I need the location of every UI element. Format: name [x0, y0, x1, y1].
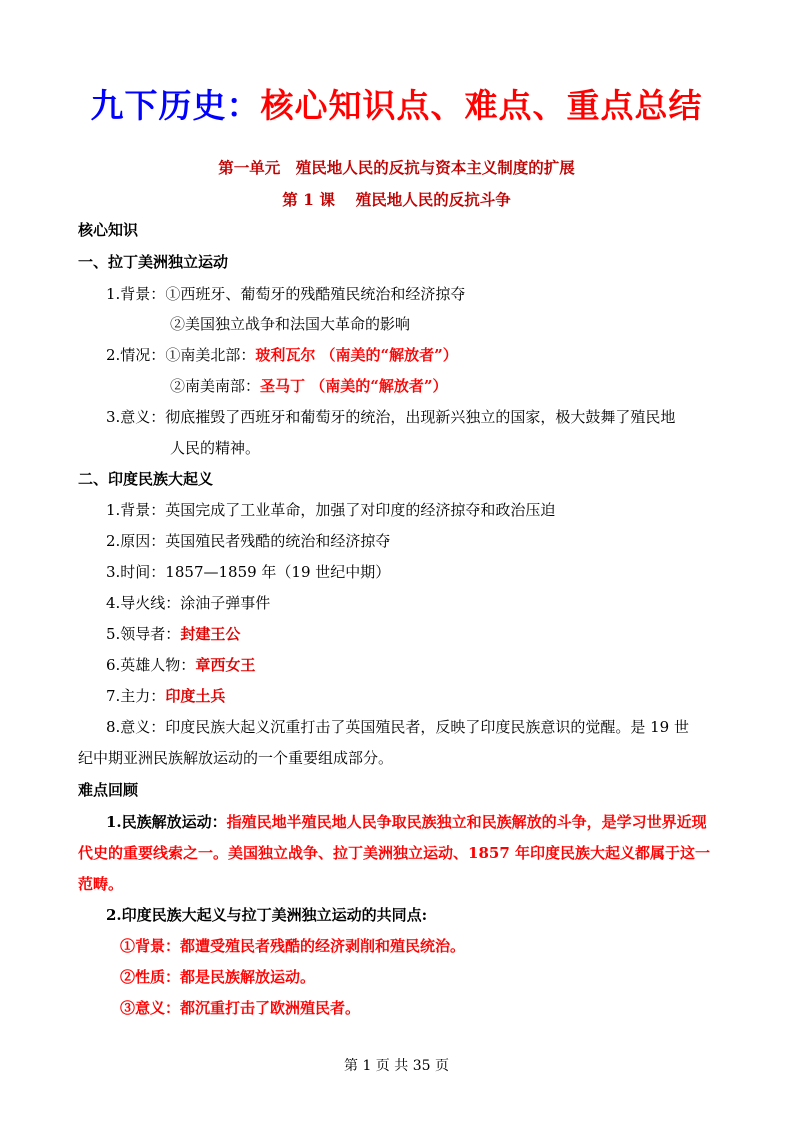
- s1-significance-line2: 人民的精神。: [170, 439, 261, 457]
- difficulty-p2-heading: 2.印度民族大起义与拉丁美洲独立运动的共同点:: [106, 906, 428, 924]
- s2-item8-line1: 8.意义：印度民族大起义沉重打击了英国殖民者，反映了印度民族意识的觉醒。是 19 世: [106, 718, 689, 736]
- section1-heading: 一、拉丁美洲独立运动: [78, 253, 229, 271]
- s1-situation-line2: [170, 376, 448, 396]
- document-title: [0, 80, 793, 127]
- s1-background-2: ②美国独立战争和法国大革命的影响: [170, 315, 411, 333]
- s2-item7: [106, 686, 225, 706]
- s2-item1: 1.背景：英国完成了工业革命，加强了对印度的经济掠夺和政治压迫: [106, 501, 556, 519]
- difficulty-heading: 难点回顾: [78, 781, 139, 799]
- s2-item3: 3.时间：1857—1859 年（19 世纪中期）: [106, 563, 391, 581]
- difficulty-p1-label: 1.民族解放运动：: [106, 813, 227, 831]
- difficulty-paragraph1: [78, 807, 718, 900]
- s1-background-1: ①西班牙、葡萄牙的残酷殖民统治和经济掠夺: [165, 285, 466, 303]
- title-part-red: 核心知识点、难点、重点总结: [260, 86, 703, 125]
- s2-item8-line2: 纪中期亚洲民族解放运动的一个重要组成部分。: [78, 749, 394, 767]
- s1-situation-1-name: 玻利瓦尔 （南美的“解放者”）: [255, 346, 458, 364]
- s2-item6-label: 6.英雄人物：: [106, 656, 196, 674]
- s1-background-line1: [106, 284, 465, 304]
- difficulty-p2-item3: ③意义：都沉重打击了欧洲殖民者。: [120, 999, 361, 1017]
- difficulty-p2-item1: ①背景：都遭受殖民者残酷的经济剥削和殖民统治。: [120, 937, 466, 955]
- s2-item4: 4.导火线：涂油子弹事件: [106, 594, 271, 612]
- s2-item7-value: 印度土兵: [165, 687, 226, 705]
- core-knowledge-heading: 核心知识: [78, 221, 139, 239]
- difficulty-p1-text: 指殖民地半殖民地人民争取民族独立和民族解放的斗争，是学习世界近现代史的重要线索之一。美国独立战争、拉丁美洲独立运动、1857 年印度民族大起义都属于这一范畴。: [78, 813, 710, 893]
- title-part-blue: 九下历史：: [90, 86, 261, 125]
- s2-item2: 2.原因：英国殖民者残酷的统治和经济掠夺: [106, 532, 391, 550]
- s2-item5-label: 5.领导者：: [106, 625, 181, 643]
- lesson-heading: 第 1 课 殖民地人民的反抗斗争: [282, 190, 511, 209]
- s1-situation-line1: [106, 345, 458, 365]
- page-footer: 第 1 页 共 35 页: [344, 1058, 449, 1074]
- s1-situation-1-prefix: ①南美北部：: [165, 346, 256, 364]
- s2-item5-value: 封建王公: [180, 625, 241, 643]
- s2-item7-label: 7.主力：: [106, 687, 166, 705]
- s1-situation-2-name: 圣马丁 （南美的“解放者”）: [260, 377, 448, 395]
- s2-item6: [106, 655, 255, 675]
- s2-item6-value: 章西女王: [195, 656, 256, 674]
- section2-heading: 二、印度民族大起义: [78, 470, 214, 488]
- s2-item5: [106, 624, 240, 644]
- s1-situation-2-prefix: ②南美南部：: [170, 377, 261, 395]
- s1-situation-label: 2.情况：: [106, 346, 166, 364]
- s1-background-label: 1.背景：: [106, 285, 166, 303]
- s1-significance-line1: 3.意义：彻底摧毁了西班牙和葡萄牙的统治，出现新兴独立的国家，极大鼓舞了殖民地: [106, 408, 676, 426]
- difficulty-p2-item2: ②性质：都是民族解放运动。: [120, 968, 316, 986]
- unit-heading: 第一单元 殖民地人民的反抗与资本主义制度的扩展: [218, 158, 575, 177]
